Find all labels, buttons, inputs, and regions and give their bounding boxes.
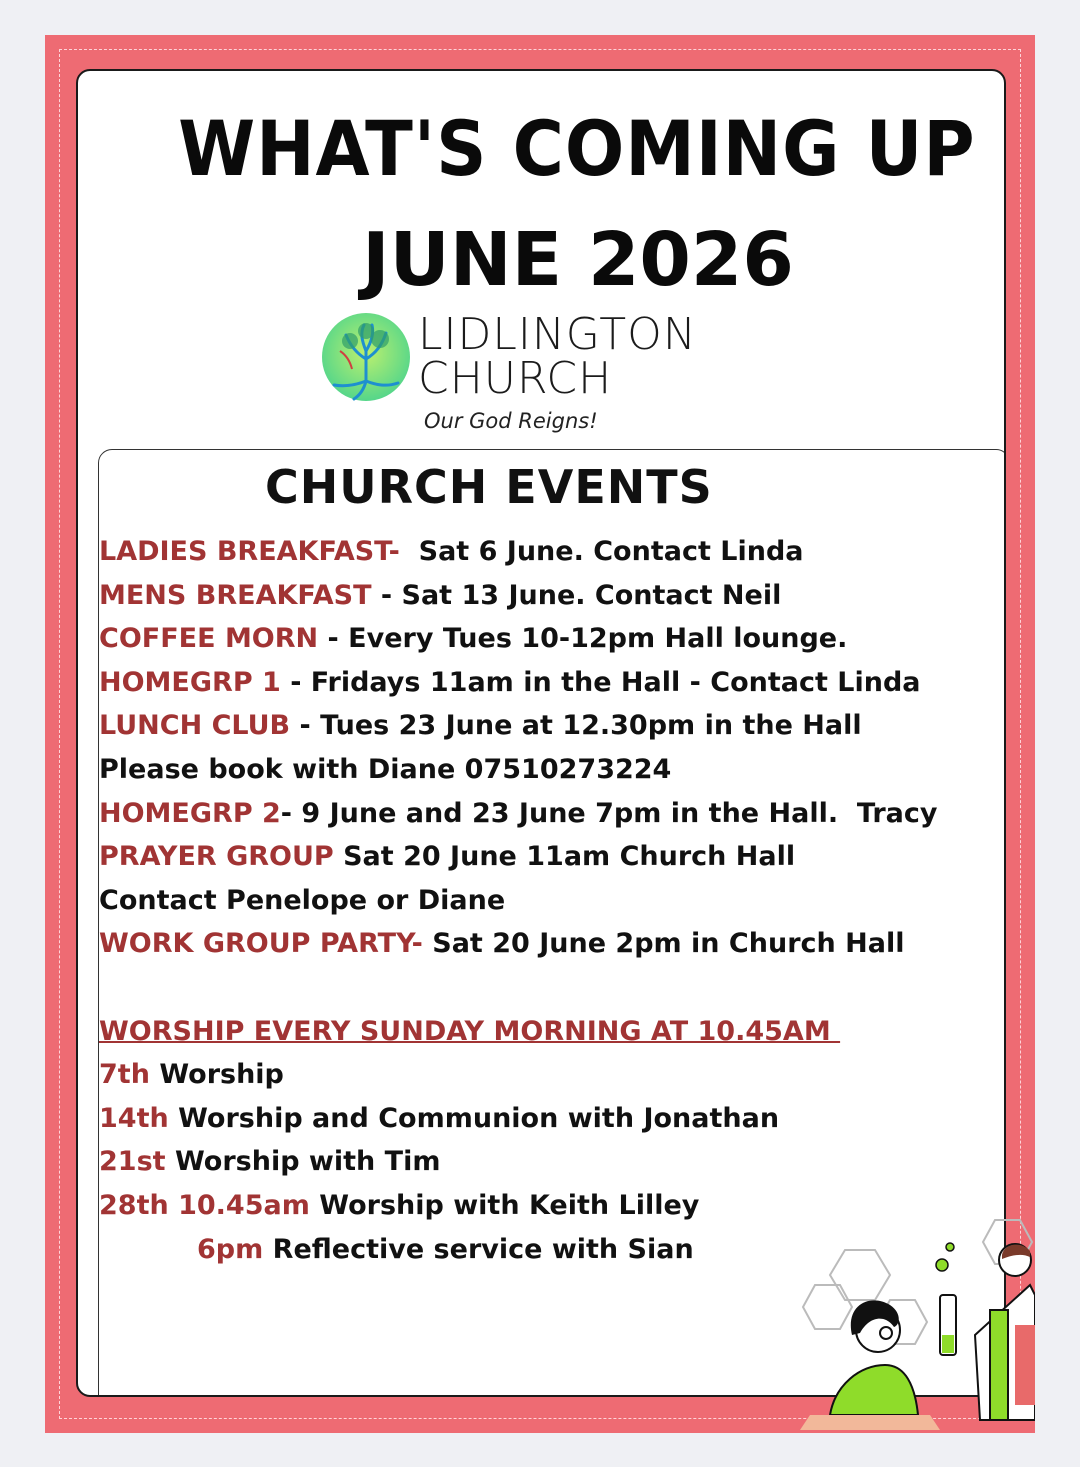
- event-coffee-morn: [99, 617, 1006, 661]
- worship-14th: [99, 1097, 1006, 1141]
- event-label: HOMEGRP 1: [99, 666, 281, 698]
- worship-detail: Worship with Tim: [165, 1146, 441, 1178]
- event-label: PRAYER GROUP: [99, 841, 334, 873]
- event-label: MENS BREAKFAST: [99, 579, 372, 611]
- event-detail: Sat 20 June 11am Church Hall: [333, 841, 796, 873]
- tagline: Our God Reigns!: [424, 409, 598, 433]
- event-detail: - Tues 23 June at 12.30pm in the Hall: [290, 710, 862, 742]
- headline: WHAT'S COMING UP: [178, 104, 976, 193]
- event-prayer-contact: [99, 879, 1006, 923]
- worship-time: 6pm: [197, 1233, 264, 1265]
- worship-detail: Worship and Communion with Jonathan: [168, 1102, 780, 1134]
- events-title: CHURCH EVENTS: [265, 460, 713, 514]
- event-mens-breakfast: [99, 574, 1006, 618]
- month-heading: JUNE 2026: [362, 217, 794, 303]
- event-detail: - Every Tues 10-12pm Hall lounge.: [318, 623, 848, 655]
- scientists-illustration: [790, 1215, 1035, 1435]
- event-label: COFFEE MORN: [99, 623, 319, 655]
- worship-detail: Reflective service with Sian: [263, 1233, 694, 1265]
- worship-heading: WORSHIP EVERY SUNDAY MORNING AT 10.45AM: [99, 1015, 841, 1047]
- event-detail: - 9 June and 23 June 7pm in the Hall. Tracy: [280, 797, 938, 829]
- event-lunch-booking: [99, 748, 1006, 792]
- spacer: [99, 966, 1006, 1010]
- worship-date: 21st: [99, 1146, 166, 1178]
- event-label: HOMEGRP 2: [99, 797, 281, 829]
- worship-detail: Worship with Keith Lilley: [309, 1189, 700, 1221]
- event-detail: - Fridays 11am in the Hall - Contact Linda: [280, 666, 921, 698]
- event-work-group-party: [99, 922, 1006, 966]
- church-logo: [320, 309, 700, 439]
- tree-logo-icon: [320, 311, 412, 403]
- worship-date: 7th: [99, 1059, 150, 1091]
- event-label: WORK GROUP PARTY-: [99, 928, 423, 960]
- event-detail: Contact Penelope or Diane: [99, 884, 506, 916]
- event-homegrp-1: [99, 661, 1006, 705]
- event-ladies-breakfast: [99, 530, 1006, 574]
- worship-7th: [99, 1053, 1006, 1097]
- worship-date: 14th: [99, 1102, 169, 1134]
- worship-date: 28th 10.45am: [99, 1189, 310, 1221]
- event-list: [99, 530, 1006, 1271]
- worship-detail: Worship: [149, 1059, 284, 1091]
- event-homegrp-2: [99, 792, 1006, 836]
- event-detail: Sat 20 June 2pm in Church Hall: [422, 928, 905, 960]
- event-prayer-group: [99, 835, 1006, 879]
- logo-line2: CHURCH: [418, 353, 613, 404]
- logo-line1: LIDLINGTON: [418, 309, 697, 360]
- event-label: LADIES BREAKFAST-: [99, 536, 400, 567]
- logo-wordmark: [418, 309, 697, 404]
- event-detail: Please book with Diane 07510273224: [99, 753, 672, 785]
- event-label: LUNCH CLUB: [99, 710, 291, 742]
- event-detail: Sat 6 June. Contact Linda: [399, 536, 804, 567]
- worship-21st: [99, 1140, 1006, 1184]
- event-lunch-club: [99, 704, 1006, 748]
- event-detail: - Sat 13 June. Contact Neil: [371, 579, 782, 611]
- poster-content: [76, 69, 1006, 1397]
